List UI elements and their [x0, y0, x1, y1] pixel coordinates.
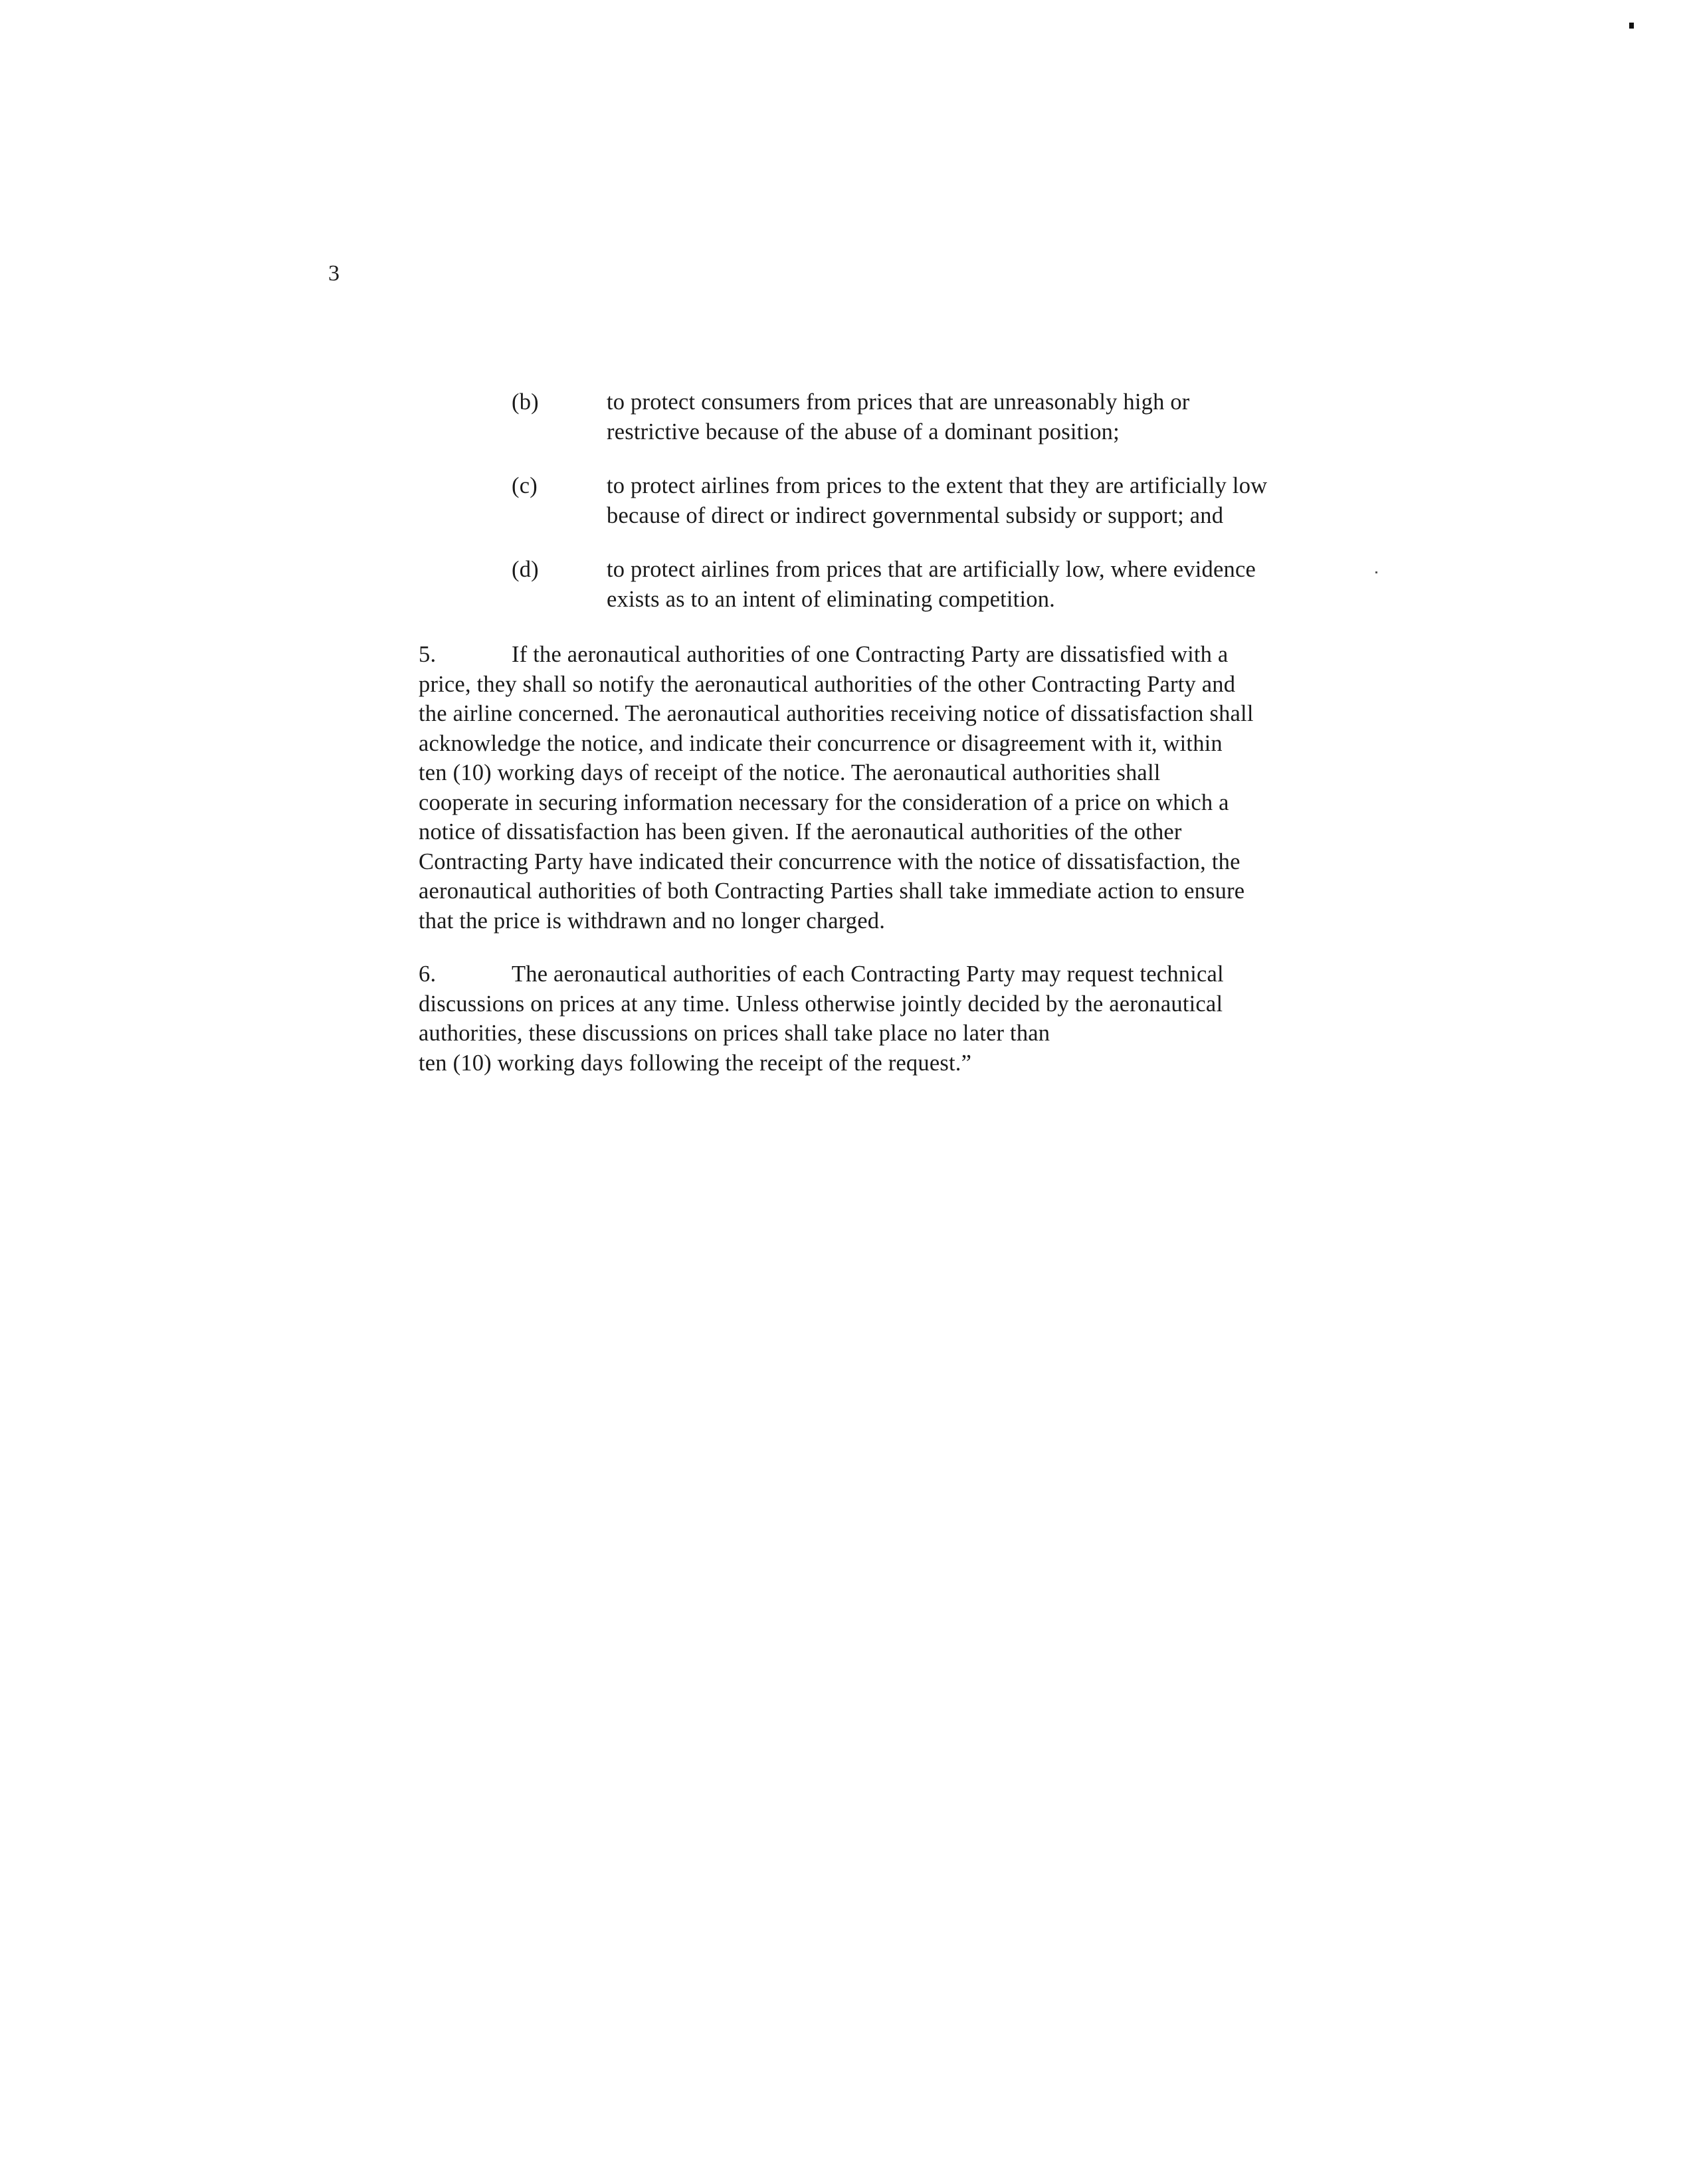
text-line: cooperate in securing information necessary for the consideration of a price on which a — [419, 789, 1229, 815]
list-item-label: (c) — [512, 473, 538, 498]
list-item-label: (b) — [512, 389, 539, 415]
text-line: The aeronautical authorities of each Contracting Party may request technical — [512, 961, 1224, 987]
list-item-text — [607, 471, 1391, 530]
text-line: the airline concerned. The aeronautical authorities receiving notice of dissatisfaction shall — [419, 701, 1254, 726]
text-line: If the aeronautical authorities of one Contracting Party are dissatisfied with a — [512, 642, 1229, 667]
scan-speck — [1629, 23, 1634, 29]
text-line: that the price is withdrawn and no longer charged. — [419, 908, 886, 934]
list-item-text — [607, 555, 1391, 614]
text-line: ten (10) working days of receipt of the notice. The aeronautical authorities shall — [419, 760, 1161, 785]
text-line: acknowledge the notice, and indicate their concurrence or disagreement with it, within — [419, 730, 1223, 756]
list-item-text — [607, 387, 1391, 447]
text-line: Contracting Party have indicated their concurrence with the notice of dissatisfaction, the — [419, 848, 1241, 874]
text-line: to protect airlines from prices that are artificially low, where evidence — [607, 557, 1256, 582]
text-line: to protect airlines from prices to the extent that they are artificially low — [607, 473, 1268, 498]
list-item-label: (d) — [512, 557, 539, 582]
text-line: ten (10) working days following the receipt of the request.” — [419, 1050, 972, 1076]
paragraph-number: 6. — [419, 961, 437, 987]
paragraph-5 — [419, 640, 1362, 936]
text-line: to protect consumers from prices that are unreasonably high or — [607, 389, 1190, 415]
text-line: notice of dissatisfaction has been given. If the aeronautical authorities of the other — [419, 819, 1182, 844]
paragraph-number: 5. — [419, 642, 437, 667]
page-number: 3 — [328, 261, 340, 286]
text-line: exists as to an intent of eliminating competition. — [607, 586, 1055, 612]
scan-speck — [1375, 571, 1377, 573]
paragraph-first-line — [419, 640, 1362, 670]
text-line: price, they shall so notify the aeronautical authorities of the other Contracting Party and — [419, 671, 1236, 697]
text-line: discussions on prices at any time. Unless otherwise jointly decided by the aeronautical — [419, 991, 1223, 1017]
text-line: because of direct or indirect governmental subsidy or support; and — [607, 502, 1224, 528]
text-line: restrictive because of the abuse of a dominant position; — [607, 419, 1120, 445]
paragraph-6 — [419, 959, 1362, 1078]
text-line: aeronautical authorities of both Contracting Parties shall take immediate action to ensure — [419, 878, 1245, 904]
paragraph-first-line — [419, 959, 1362, 989]
text-line: authorities, these discussions on prices shall take place no later than — [419, 1021, 1050, 1046]
